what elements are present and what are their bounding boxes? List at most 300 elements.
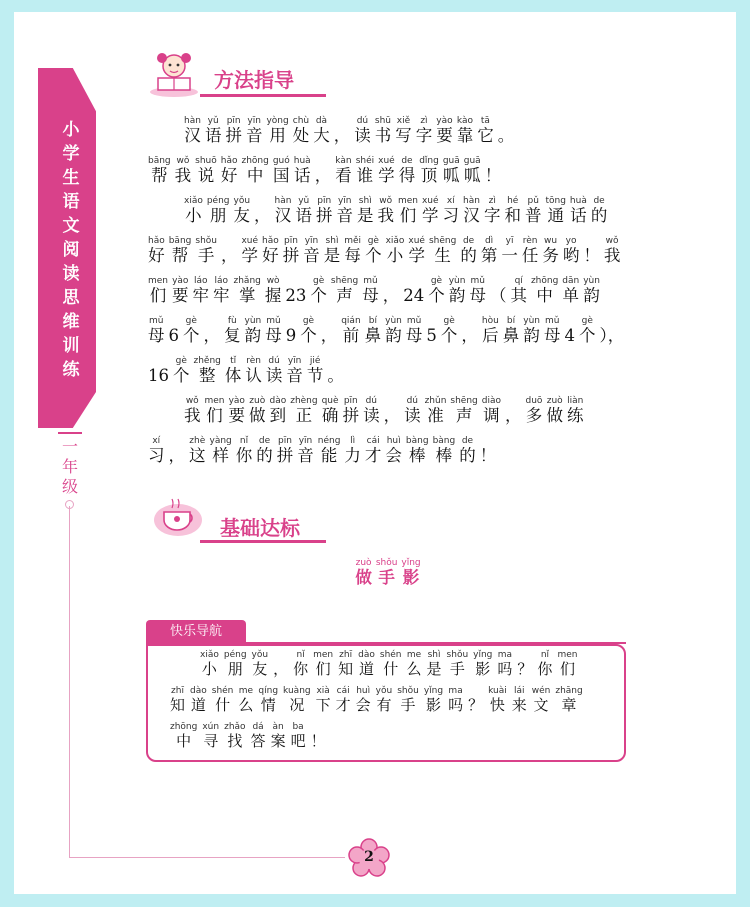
pinyin: ma: [497, 650, 513, 660]
pinyin: xué: [378, 156, 395, 166]
pinyin: yùn: [385, 316, 402, 326]
pinyin: yùn: [583, 276, 600, 286]
ruby-char: 个gè: [428, 276, 445, 305]
pinyin: yǒu: [375, 686, 393, 696]
ruby-char: 习xí: [442, 196, 460, 225]
pinyin: liàn: [566, 396, 584, 406]
pinyin: pīn: [276, 436, 294, 446]
pinyin: yīn: [297, 436, 314, 446]
ruby-char: 正zhèng: [290, 396, 318, 425]
pinyin: shǒu: [397, 686, 419, 696]
pinyin: xià: [315, 686, 331, 696]
ruby-char: 鼻bí: [364, 316, 382, 345]
ruby-char: 个gè: [300, 316, 317, 345]
pinyin: xiǎo: [385, 236, 405, 246]
timeline-line: [69, 506, 70, 858]
ruby-char: 它tā: [477, 116, 494, 145]
ruby-char: 个gè: [310, 276, 327, 305]
pinyin: mǔ: [148, 316, 165, 326]
ruby-char: ，: [204, 326, 221, 345]
pinyin: dǐng: [419, 156, 439, 166]
pinyin: zhōng: [530, 276, 559, 286]
pinyin: yào: [172, 276, 189, 286]
pinyin: yǒu: [233, 196, 251, 206]
pinyin: huà: [293, 156, 311, 166]
book-title-char: 训: [62, 336, 80, 356]
ruby-char: 学xué: [241, 236, 259, 265]
pinyin: qián: [341, 316, 361, 326]
pinyin: nǐ: [235, 436, 253, 446]
ruby-char: 汉hàn: [274, 196, 292, 225]
pinyin: wǒ: [377, 196, 394, 206]
ruby-char: 汉hàn: [184, 116, 201, 145]
pinyin: bāng: [148, 156, 171, 166]
ruby-char: 们men: [148, 276, 169, 305]
pinyin: gè: [365, 236, 382, 246]
pinyin: yīn: [336, 196, 353, 206]
ruby-char: 母mǔ: [362, 276, 379, 305]
pinyin: de: [459, 436, 476, 446]
ruby-char: 个gè: [440, 316, 458, 345]
text-line: [170, 722, 620, 758]
ruby-char: 答dá: [250, 722, 266, 750]
ruby-char: 普pǔ: [524, 196, 542, 225]
pinyin: [461, 316, 478, 326]
pinyin: xué: [421, 196, 439, 206]
book-title-char: 阅: [62, 240, 80, 260]
ruby-char: 用yòng: [266, 116, 289, 145]
pinyin: lì: [344, 436, 361, 446]
pinyin: gè: [300, 316, 317, 326]
pinyin: zhī: [338, 650, 354, 660]
ruby-char: 什shén: [379, 650, 402, 678]
pinyin: mǔ: [265, 316, 282, 326]
pinyin: xiǎo: [184, 196, 203, 206]
ruby-char: 朋péng: [223, 650, 247, 678]
pinyin: [204, 316, 221, 326]
ruby-char: 寻xún: [202, 722, 220, 750]
ruby-char: 做zuò: [355, 558, 372, 587]
pinyin: zuò: [249, 396, 266, 406]
pinyin: [480, 436, 497, 446]
pinyin: dú: [363, 396, 380, 406]
ruby-char: 声shēng: [330, 276, 359, 305]
pinyin: yīn: [303, 236, 320, 246]
method-paragraph: [148, 116, 648, 476]
pinyin: zhōng: [170, 722, 198, 732]
pinyin: men: [397, 196, 418, 206]
ruby-char: 的de: [460, 236, 477, 265]
ruby-char: 是shì: [323, 236, 341, 265]
ruby-char: ，: [461, 326, 478, 345]
ruby-char: 拼pīn: [282, 236, 300, 265]
ruby-char: 得de: [398, 156, 416, 185]
ruby-char: 通tōng: [545, 196, 566, 225]
ruby-char: 韵yùn: [583, 276, 600, 305]
pinyin: kuài: [488, 686, 507, 696]
ruby-char: 影yǐng: [473, 650, 493, 678]
pinyin: hǎo: [220, 156, 238, 166]
ruby-char: 5: [426, 326, 437, 345]
ruby-char: 音yīn: [297, 436, 314, 465]
text-line: [170, 650, 620, 686]
pinyin: dào: [269, 396, 287, 406]
ruby-char: 学xué: [421, 196, 439, 225]
ruby-char: 体tǐ: [224, 356, 242, 385]
pinyin: zhǔn: [424, 396, 447, 406]
ruby-char: 文wén: [531, 686, 551, 714]
ruby-char: 24: [403, 286, 424, 305]
pinyin: [565, 316, 576, 326]
ruby-char: 棒bàng: [405, 436, 429, 465]
ruby-char: 中zhōng: [241, 156, 269, 185]
pinyin: shēng: [428, 236, 457, 246]
pinyin: shén: [379, 650, 402, 660]
pinyin: zhěng: [193, 356, 221, 366]
ruby-char: 习xí: [148, 436, 165, 465]
ruby-char: 4: [565, 326, 576, 345]
ruby-char: 友yǒu: [233, 196, 251, 225]
ruby-char: 说shuō: [195, 156, 217, 185]
ruby-char: 学xué: [408, 236, 425, 265]
pinyin: [221, 236, 238, 246]
ruby-char: 大dà: [313, 116, 330, 145]
happy-nav-tag: 快乐导航: [146, 620, 246, 644]
pinyin: zì: [483, 196, 501, 206]
section-basic-underline: [200, 540, 326, 543]
ruby-char: 音yīn: [336, 196, 353, 225]
pinyin: [321, 316, 338, 326]
pinyin: yào: [228, 396, 245, 406]
pinyin: xué: [241, 236, 259, 246]
pinyin: bāng: [168, 236, 192, 246]
ruby-char: 吧ba: [290, 722, 306, 750]
ruby-char: ，: [254, 206, 271, 225]
ruby-char: 下xià: [315, 686, 331, 714]
pinyin: wǒ: [174, 156, 192, 166]
pinyin: dào: [358, 650, 375, 660]
text-line: [148, 196, 648, 236]
pinyin: xiǎo: [200, 650, 219, 660]
text-line: [148, 316, 648, 356]
ruby-char: 小xiǎo: [385, 236, 405, 265]
ruby-char: ，: [315, 166, 332, 185]
pinyin: [273, 650, 288, 660]
pinyin: xiě: [395, 116, 412, 126]
pinyin: rèn: [245, 356, 262, 366]
bottom-line: [69, 857, 345, 858]
pinyin: tā: [477, 116, 494, 126]
pinyin: shū: [374, 116, 392, 126]
ruby-char: 确què: [321, 396, 339, 425]
ruby-char: 棒bàng: [432, 436, 456, 465]
pinyin: shǒu: [446, 650, 469, 660]
ruby-char: 韵yùn: [244, 316, 262, 345]
pinyin: xí: [442, 196, 460, 206]
ruby-char: 到dào: [269, 396, 287, 425]
ruby-char: 母mǔ: [544, 316, 561, 345]
ruby-char: 母mǔ: [405, 316, 423, 345]
pinyin: hàn: [184, 116, 201, 126]
ruby-char: 母mǔ: [265, 316, 282, 345]
pinyin: [285, 276, 306, 286]
pinyin: de: [460, 236, 477, 246]
pinyin: gè: [428, 276, 445, 286]
text-line: [148, 436, 648, 476]
pinyin: [327, 356, 344, 366]
ruby-char: 读dú: [354, 116, 371, 145]
ruby-char: 国guó: [272, 156, 290, 185]
ruby-char: 的de: [256, 436, 273, 465]
ruby-char: 顶dǐng: [419, 156, 439, 185]
ruby-char: 音yīn: [245, 116, 263, 145]
book-title-char: 小: [62, 120, 80, 140]
pinyin: zhī: [170, 686, 185, 696]
ruby-char: 韵yùn: [385, 316, 402, 345]
pinyin: péng: [206, 196, 230, 206]
text-line: [148, 276, 648, 316]
ruby-char: 做zuò: [249, 396, 266, 425]
pinyin: dà: [313, 116, 330, 126]
pinyin: men: [313, 650, 334, 660]
pinyin: gè: [183, 316, 200, 326]
ruby-char: ），: [600, 326, 625, 345]
pinyin: yǐng: [401, 558, 421, 568]
ruby-char: 做zuò: [546, 396, 563, 425]
ruby-char: 和hé: [504, 196, 521, 225]
pinyin: ba: [290, 722, 306, 732]
pinyin: men: [204, 396, 225, 406]
pinyin: diào: [481, 396, 501, 406]
ruby-char: 样yàng: [209, 436, 232, 465]
ruby-char: 来lái: [511, 686, 527, 714]
pinyin: tōng: [545, 196, 566, 206]
pinyin: láo: [192, 276, 209, 286]
ruby-char: （: [490, 286, 507, 305]
book-title: [60, 118, 82, 382]
pinyin: fù: [224, 316, 241, 326]
book-title-char: 生: [62, 168, 80, 188]
ruby-char: 手shǒu: [195, 236, 217, 265]
pinyin: de: [256, 436, 273, 446]
pinyin: mǔ: [362, 276, 379, 286]
pinyin: men: [148, 276, 169, 286]
ruby-char: 道dào: [358, 650, 375, 678]
pinyin: yī: [501, 236, 518, 246]
pinyin: lái: [511, 686, 527, 696]
pinyin: xún: [202, 722, 220, 732]
pinyin: [426, 316, 437, 326]
pinyin: cái: [335, 686, 351, 696]
pinyin: dān: [562, 276, 580, 286]
ruby-char: 能néng: [317, 436, 341, 465]
ruby-char: 汉hàn: [463, 196, 480, 225]
pinyin: [311, 722, 326, 732]
pinyin: yǐng: [473, 650, 493, 660]
ruby-char: 么me: [238, 686, 254, 714]
ruby-char: 手shǒu: [397, 686, 419, 714]
pinyin: mǔ: [544, 316, 561, 326]
pinyin: shì: [356, 196, 374, 206]
pinyin: me: [406, 650, 422, 660]
pinyin: qíng: [258, 686, 279, 696]
pinyin: guā: [442, 156, 460, 166]
ruby-char: 吗ma: [448, 686, 464, 714]
pinyin: zhè: [189, 436, 206, 446]
ruby-char: 读dú: [404, 396, 421, 425]
ruby-char: ，: [169, 446, 186, 465]
ruby-char: 第dì: [480, 236, 498, 265]
pinyin: huà: [569, 196, 587, 206]
ruby-char: 一yī: [501, 236, 518, 265]
ruby-char: 母mǔ: [469, 276, 486, 305]
ruby-char: 我wǒ: [174, 156, 192, 185]
ruby-char: 中zhōng: [170, 722, 198, 750]
ruby-char: 们men: [313, 650, 334, 678]
pinyin: [169, 436, 186, 446]
text-line: [148, 156, 648, 196]
ruby-char: 掌zhǎng: [233, 276, 261, 305]
ruby-char: ，: [221, 246, 238, 265]
ruby-char: ，: [334, 126, 351, 145]
ruby-char: 韵yùn: [448, 276, 466, 305]
book-title-char: 练: [62, 360, 80, 380]
ruby-char: 语yǔ: [204, 116, 222, 145]
pinyin: [384, 396, 401, 406]
pinyin: [383, 276, 400, 286]
ruby-char: 读dú: [265, 356, 283, 385]
ruby-char: 每měi: [344, 236, 362, 265]
pinyin: qí: [510, 276, 527, 286]
grade-label: [55, 437, 85, 497]
ruby-char: 拼pīn: [276, 436, 294, 465]
ruby-char: 哟yo: [562, 236, 580, 265]
ruby-char: 谁shéi: [355, 156, 375, 185]
ruby-char: 处chù: [292, 116, 310, 145]
pinyin: bàng: [405, 436, 429, 446]
pinyin: yùn: [244, 316, 262, 326]
pinyin: yǐng: [423, 686, 444, 696]
book-title-char: 文: [62, 216, 80, 236]
ruby-char: 找zhǎo: [224, 722, 246, 750]
ruby-char: 是shì: [426, 650, 442, 678]
ruby-char: 话huà: [569, 196, 587, 225]
ruby-char: 务wu: [542, 236, 559, 265]
ruby-char: ！: [583, 246, 600, 265]
pinyin: gè: [440, 316, 458, 326]
pinyin: shì: [323, 236, 341, 246]
pinyin: zhōng: [241, 156, 269, 166]
ruby-char: 知zhī: [170, 686, 186, 714]
ruby-char: 是shì: [356, 196, 374, 225]
grade-char: 一: [61, 437, 78, 456]
pinyin: [468, 686, 483, 696]
ruby-char: 我wǒ: [603, 236, 621, 265]
pinyin: shén: [211, 686, 234, 696]
pinyin: hǎo: [148, 236, 165, 246]
pinyin: jié: [306, 356, 324, 366]
ruby-char: 9: [286, 326, 297, 345]
ruby-char: 友yǒu: [251, 650, 269, 678]
ruby-char: 字zì: [483, 196, 501, 225]
intro-box-text: [170, 650, 620, 758]
ruby-char: 个gè: [579, 316, 596, 345]
pinyin: [600, 316, 625, 326]
pinyin: dú: [404, 396, 421, 406]
pinyin: kuàng: [283, 686, 311, 696]
pinyin: wò: [264, 276, 282, 286]
ruby-char: ，: [273, 660, 288, 678]
pinyin: láo: [213, 276, 230, 286]
pinyin: yǒu: [251, 650, 269, 660]
pinyin: wén: [531, 686, 551, 696]
pinyin: yīn: [245, 116, 263, 126]
ruby-char: ！: [480, 446, 497, 465]
ruby-char: 拼pīn: [315, 196, 333, 225]
ruby-char: 我wǒ: [377, 196, 394, 225]
ruby-char: 牢láo: [192, 276, 209, 305]
ruby-char: 小xiǎo: [184, 196, 203, 225]
ruby-char: 话huà: [293, 156, 311, 185]
pinyin: shǒu: [195, 236, 217, 246]
ruby-char: 要yào: [228, 396, 245, 425]
pinyin: mǔ: [405, 316, 423, 326]
ruby-char: 好hǎo: [262, 236, 279, 265]
ruby-char: 23: [285, 286, 306, 305]
pinyin: gè: [310, 276, 327, 286]
pinyin: [334, 116, 351, 126]
pinyin: wu: [542, 236, 559, 246]
pinyin: nǐ: [537, 650, 553, 660]
ruby-char: 读dú: [363, 396, 380, 425]
pinyin: [403, 276, 424, 286]
pinyin: tǐ: [224, 356, 242, 366]
ruby-char: 快kuài: [488, 686, 507, 714]
pinyin: yo: [562, 236, 580, 246]
pinyin: bàng: [432, 436, 456, 446]
ruby-char: 要yào: [436, 116, 453, 145]
pinyin: zhǎo: [224, 722, 246, 732]
ruby-char: 你nǐ: [537, 650, 553, 678]
ruby-char: ，: [505, 406, 522, 425]
ruby-char: 我wǒ: [184, 396, 201, 425]
ruby-char: 呱guā: [463, 156, 481, 185]
ruby-char: 看kàn: [335, 156, 352, 185]
ruby-char: ！: [311, 732, 326, 750]
ruby-char: 。: [327, 366, 344, 385]
pinyin: dú: [265, 356, 283, 366]
pinyin: ma: [448, 686, 464, 696]
pinyin: yào: [436, 116, 453, 126]
pinyin: kào: [456, 116, 474, 126]
pinyin: zuò: [355, 558, 372, 568]
pinyin: [485, 156, 502, 166]
ruby-char: 母mǔ: [148, 316, 165, 345]
section-basic-title: 基础达标: [220, 516, 300, 540]
ruby-char: 拼pīn: [225, 116, 242, 145]
pinyin: shēng: [450, 396, 478, 406]
ruby-char: 们men: [204, 396, 225, 425]
pinyin: hàn: [274, 196, 292, 206]
section-method-underline: [200, 94, 326, 97]
ruby-char: 后hòu: [481, 316, 499, 345]
ruby-char: ！: [485, 166, 502, 185]
ruby-char: ，: [384, 406, 401, 425]
ruby-char: ，: [321, 326, 338, 345]
pinyin: [148, 356, 169, 366]
ruby-char: ，: [383, 286, 400, 305]
ruby-char: 单dān: [562, 276, 580, 305]
